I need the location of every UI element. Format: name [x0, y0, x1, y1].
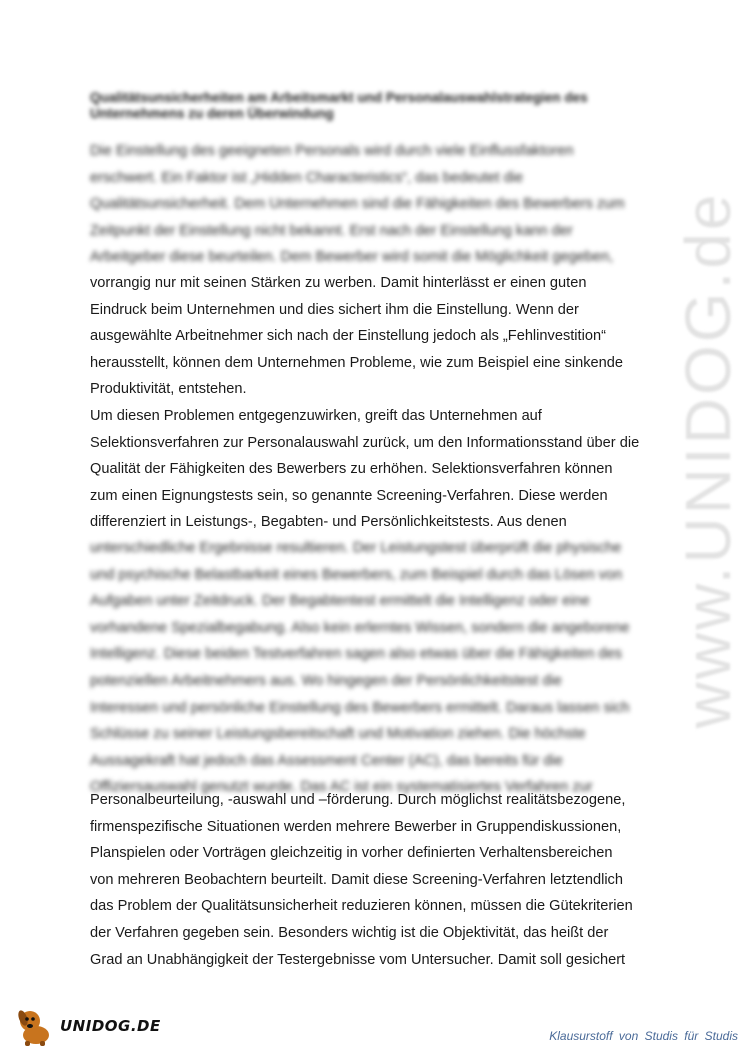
watermark: www.UNIDOG.de — [672, 191, 744, 729]
text-line: Offiziersauswahl genutzt wurde. Das AC ist ein systematisiertes Verfahren zur — [90, 779, 593, 796]
dog-icon — [16, 1005, 56, 1047]
text-line: Eindruck beim Unternehmen und dies sichert ihm die Einstellung. Wenn der — [90, 301, 579, 318]
text-line: Personalbeurteilung, -auswahl und –förderung. Durch möglichst realitätsbezogene, — [90, 792, 626, 808]
text-line: firmenspezifische Situationen werden mehrere Bewerber in Gruppendiskussionen, — [90, 818, 622, 835]
text-line: der Verfahren gegeben sein. Besonders wichtig ist die Objektivität, das heißt der — [90, 924, 609, 941]
text-line: potenziellen Arbeitnehmers aus. Wo hingegen der Persönlichkeitstest die — [90, 672, 562, 689]
text-line: Schlüsse zu seiner Leistungsbereitschaft und Motivation ziehen. Die höchste — [90, 726, 586, 743]
text-line: vorhandene Spezialbegabung. Also kein erlerntes Wissen, sondern die angeborene — [90, 619, 630, 636]
logo-text: UNIDOG.DE — [60, 1017, 161, 1035]
text-line: von mehreren Beobachtern beurteilt. Damit diese Screening-Verfahren letztendlich — [90, 871, 623, 888]
text-line: Zeitpunkt der Einstellung nicht bekannt. Erst nach der Einstellung kann der — [90, 222, 573, 239]
visible-paragraph-2 — [90, 787, 670, 973]
text-line: zum einen Eignungstests sein, so genannte Screening-Verfahren. Diese werden — [90, 487, 608, 504]
text-line: Planspielen oder Vorträgen gleichzeitig in vorher definierten Verhaltensbereichen — [90, 845, 613, 862]
text-line: Grad an Unabhängigkeit der Testergebnisse vom Untersucher. Damit soll gesichert — [90, 951, 626, 968]
unidog-logo[interactable] — [16, 1005, 161, 1047]
text-line: und psychische Belastbarkeit eines Bewerbers, zum Beispiel durch das Lösen von — [90, 566, 623, 583]
visible-paragraph-1 — [90, 270, 670, 536]
text-line: Qualitätsunsicherheit. Dem Unternehmen sind die Fähigkeiten des Bewerbers zum — [90, 196, 625, 213]
text-line: Aussagekraft hat jedoch das Assessment Center (AC), das bereits für die — [90, 752, 563, 769]
text-line: differenziert in Leistungs-, Begabten- und Persönlichkeitstests. Aus denen — [90, 514, 567, 531]
text-line: herausstellt, können dem Unternehmen Probleme, wie zum Beispiel eine sinkende — [90, 354, 623, 371]
text-line: Selektionsverfahren zur Personalauswahl zurück, um den Informationsstand über die — [90, 434, 640, 451]
text-line: Um diesen Problemen entgegenzuwirken, greift das Unternehmen auf — [90, 407, 542, 424]
blurred-middle-paragraph — [90, 535, 670, 801]
text-line: Produktivität, entstehen. — [90, 381, 247, 398]
footer-slogan: Klausurstoff von Studis für Studis — [549, 1029, 738, 1043]
text-line: erschwert. Ein Faktor ist „Hidden Characteristics“, das bedeutet die — [90, 169, 524, 186]
text-line: vorrangig nur mit seinen Stärken zu werben. Damit hinterlässt er einen guten — [90, 275, 587, 291]
document-title — [90, 90, 670, 122]
text-line: Aufgaben unter Zeitdruck. Der Begabtentest ermittelt die Intelligenz oder eine — [90, 593, 590, 610]
text-line: unterschiedliche Ergebnisse resultieren. Der Leistungstest überprüft die physische — [90, 540, 622, 556]
text-line: Qualität der Fähigkeiten des Bewerbers zu erhöhen. Selektionsverfahren können — [90, 461, 613, 478]
text-line: Interessen und persönliche Einstellung des Bewerbers ermittelt. Daraus lassen sich — [90, 699, 630, 716]
text-line: ausgewählte Arbeitnehmer sich nach der Einstellung jedoch als „Fehlinvestition“ — [90, 328, 606, 345]
title-line: Qualitätsunsicherheiten am Arbeitsmarkt und Personalauswahlstrategien des — [90, 90, 588, 105]
blurred-intro-paragraph — [90, 138, 670, 271]
text-line: Arbeitgeber diese beurteilen. Dem Bewerber wird somit die Möglichkeit gegeben, — [90, 249, 614, 266]
text-line: Die Einstellung des geeigneten Personals wird durch viele Einflussfaktoren — [90, 143, 574, 159]
text-line: das Problem der Qualitätsunsicherheit reduzieren können, müssen die Gütekriterien — [90, 898, 633, 915]
title-line: Unternehmens zu deren Überwindung — [90, 106, 334, 121]
text-line: Intelligenz. Diese beiden Testverfahren sagen also etwas über die Fähigkeiten des — [90, 646, 622, 663]
